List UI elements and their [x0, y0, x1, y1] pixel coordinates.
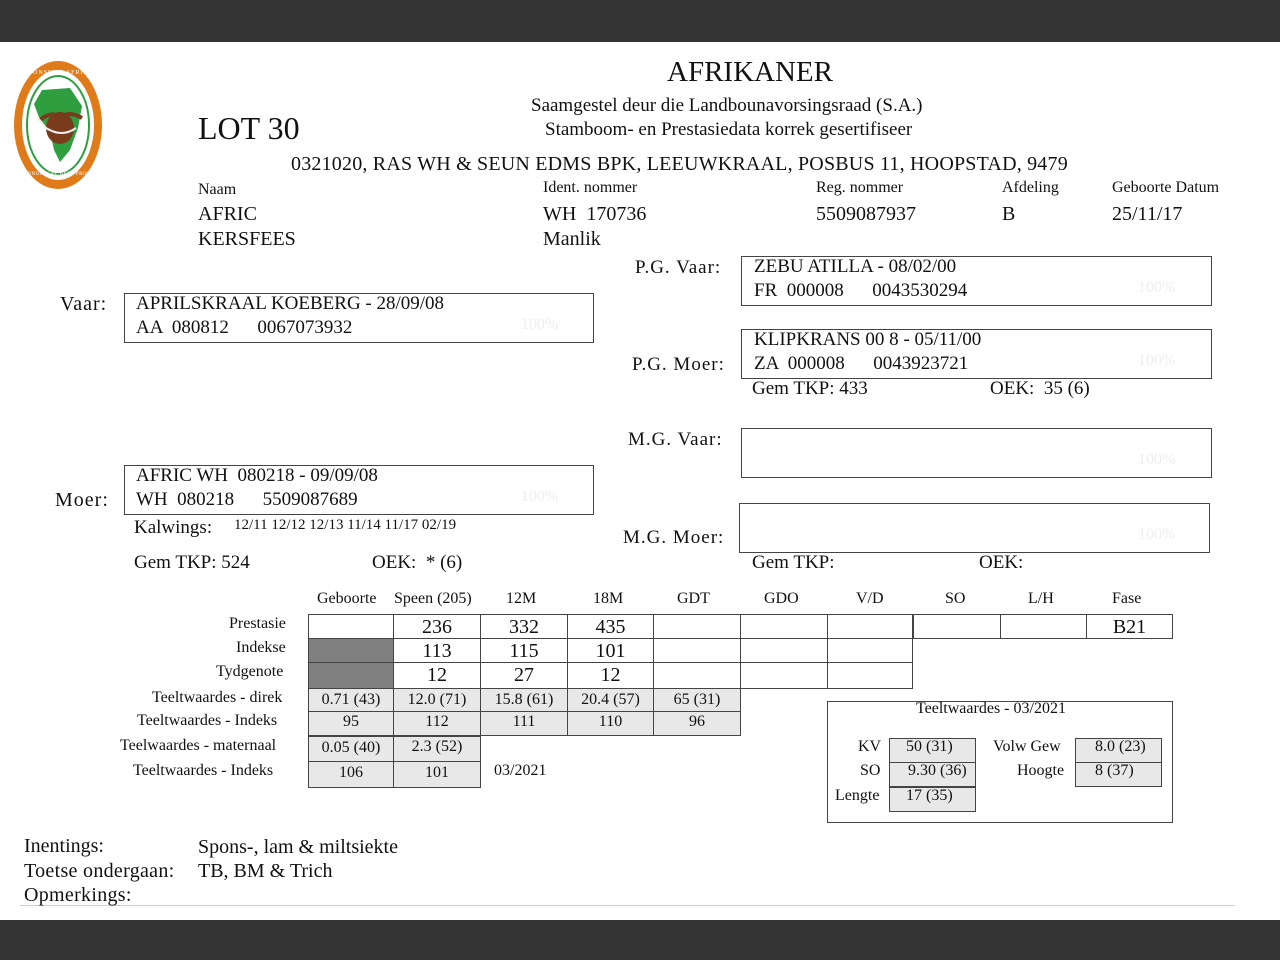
- top-bar: [0, 0, 1280, 42]
- pg-moer-line1: KLIPKRANS 00 8 - 05/11/00: [754, 329, 982, 350]
- reg-number: 5509087937: [816, 203, 916, 225]
- col-header: Fase: [1112, 590, 1142, 607]
- pg-vaar-box: [741, 256, 1212, 306]
- prestasie-18m: 435: [567, 614, 654, 639]
- moer-oek: OEK: * (6): [372, 552, 463, 573]
- mg-moer-box: [739, 503, 1210, 553]
- hoogte-label: Hoogte: [1017, 762, 1065, 779]
- mg-moer-watermark: 100%: [1138, 526, 1176, 543]
- col-header: 18M: [593, 590, 624, 607]
- so-label: SO: [860, 762, 881, 779]
- afdeling-label: Afdeling: [1002, 179, 1059, 196]
- col-header: Speen (205): [394, 590, 472, 607]
- row-label-tw-direk: Teeltwaardes - direk: [152, 689, 283, 706]
- indekse-vd: [827, 638, 913, 663]
- inentings-label: Inentings:: [24, 835, 104, 857]
- tw-mat-indeks-speen: 101: [393, 761, 481, 788]
- kv-value: 50 (31): [889, 738, 976, 763]
- bottom-bar: [0, 920, 1280, 960]
- tw-date: 03/2021: [494, 762, 547, 779]
- so-value: 9.30 (36): [889, 762, 976, 787]
- prestasie-vd: [827, 614, 913, 639]
- tw-direk-18m: 20.4 (57): [567, 688, 654, 712]
- vaar-watermark: 100%: [521, 316, 559, 333]
- kalwings-dates: 12/11 12/12 12/13 11/14 11/17 02/19: [234, 517, 457, 533]
- tw-indeks-geboorte: 95: [308, 711, 394, 736]
- prestasie-lh: [1000, 614, 1087, 639]
- bottom-rule: [20, 905, 1235, 906]
- row-label-indekse: Indekse: [236, 639, 286, 656]
- kalwings-label: Kalwings:: [134, 517, 213, 538]
- toetse-label: Toetse ondergaan:: [24, 860, 175, 882]
- tw-direk-geboorte: 0.71 (43): [308, 688, 394, 712]
- logo-text-top: BONSMET AFRIKANER: [28, 70, 110, 76]
- linear-traits-title: Teeltwaardes - 03/2021: [916, 700, 1066, 717]
- moer-watermark: 100%: [521, 488, 559, 505]
- row-label-tw-indeks: Teeltwaardes - Indeks: [137, 712, 278, 729]
- tydgenote-18m: 12: [567, 662, 654, 689]
- inentings-value: Spons-, lam & miltsiekte: [198, 836, 398, 858]
- vaar-line1: APRILSKRAAL KOEBERG - 28/09/08: [136, 293, 445, 314]
- pg-moer-box: [741, 329, 1212, 379]
- tw-maternaal-geboorte: 0.05 (40): [308, 736, 394, 762]
- tw-mat-indeks-geboorte: 106: [308, 761, 394, 788]
- row-label-tydgenote: Tydgenote: [216, 663, 284, 680]
- indekse-geboorte: [308, 638, 394, 663]
- mg-vaar-label: M.G. Vaar:: [628, 429, 723, 450]
- pg-vaar-label: P.G. Vaar:: [635, 257, 722, 278]
- tydgenote-speen: 12: [393, 662, 481, 689]
- mg-moer-label: M.G. Moer:: [623, 527, 725, 548]
- opmerkings-label: Opmerkings:: [24, 884, 132, 906]
- indekse-12m: 115: [480, 638, 568, 663]
- moer-label: Moer:: [55, 489, 109, 511]
- toetse-value: TB, BM & Trich: [198, 860, 333, 882]
- vaar-line2: AA 080812 0067073932: [136, 317, 353, 338]
- col-header: GDT: [677, 590, 710, 607]
- ident-label: Ident. nommer: [543, 179, 638, 196]
- lengte-value: 17 (35): [889, 787, 976, 812]
- tw-indeks-gdt: 96: [653, 711, 741, 736]
- geboorte-date: 25/11/17: [1112, 203, 1183, 225]
- prestasie-12m: 332: [480, 614, 568, 639]
- moer-box: [124, 465, 594, 515]
- afdeling-value: B: [1002, 203, 1016, 225]
- prestasie-so: [913, 614, 1001, 639]
- tw-direk-gdt: 65 (31): [653, 688, 741, 712]
- geboorte-label: Geboorte Datum: [1112, 179, 1220, 196]
- pg-tkp: Gem TKP: 433: [752, 378, 868, 399]
- lot-number: LOT 30: [198, 110, 300, 146]
- tw-indeks-12m: 111: [480, 711, 568, 736]
- naam-line2: KERSFEES: [198, 228, 296, 250]
- moer-line2: WH 080218 5509087689: [136, 489, 358, 510]
- prestasie-gdt: [653, 614, 741, 639]
- mg-vaar-box: [741, 428, 1212, 478]
- col-header: V/D: [856, 590, 884, 607]
- subtitle-certified: Stamboom- en Prestasiedata korrek gesertifiseer: [545, 119, 913, 140]
- naam-label: Naam: [198, 181, 237, 198]
- subtitle-compiled: Saamgestel deur die Landbounavorsingsraad (S.A.): [531, 95, 923, 116]
- mg-oek: OEK:: [979, 552, 1024, 573]
- pg-moer-label: P.G. Moer:: [632, 354, 725, 375]
- breed-logo: [12, 58, 110, 192]
- tw-maternaal-speen: 2.3 (52): [393, 736, 481, 762]
- moer-line1: AFRIC WH 080218 - 09/09/08: [136, 465, 378, 486]
- indekse-speen: 113: [393, 638, 481, 663]
- pg-vaar-line2: FR 000008 0043530294: [754, 280, 968, 301]
- prestasie-speen: 236: [393, 614, 481, 639]
- breeder-line: 0321020, RAS WH & SEUN EDMS BPK, LEEUWKRAAL, POSBUS 11, HOOPSTAD, 9479: [291, 153, 1068, 175]
- naam-line1: AFRIC: [198, 203, 257, 225]
- pg-vaar-line1: ZEBU ATILLA - 08/02/00: [754, 256, 957, 277]
- lengte-label: Lengte: [835, 787, 880, 804]
- mg-tkp: Gem TKP:: [752, 552, 835, 573]
- indekse-gdt: [653, 638, 741, 663]
- tw-direk-12m: 15.8 (61): [480, 688, 568, 712]
- pg-moer-line2: ZA 000008 0043923721: [754, 353, 969, 374]
- pg-moer-watermark: 100%: [1138, 352, 1176, 369]
- tw-direk-speen: 12.0 (71): [393, 688, 481, 712]
- tw-indeks-speen: 112: [393, 711, 481, 736]
- prestasie-gdo: [740, 614, 828, 639]
- tydgenote-gdo: [740, 662, 828, 689]
- row-label-tw-mat-indeks: Teeltwaardes - Indeks: [133, 762, 274, 779]
- indekse-gdo: [740, 638, 828, 663]
- prestasie-geboorte: [308, 614, 394, 639]
- col-header: L/H: [1028, 590, 1054, 607]
- row-label-tw-maternaal: Teelwaardes - maternaal: [120, 737, 277, 754]
- tydgenote-12m: 27: [480, 662, 568, 689]
- moer-tkp: Gem TKP: 524: [134, 552, 250, 573]
- tydgenote-geboorte: [308, 662, 394, 689]
- tw-indeks-18m: 110: [567, 711, 654, 736]
- pg-vaar-watermark: 100%: [1138, 279, 1176, 296]
- document-title: AFRIKANER: [667, 56, 833, 88]
- logo-text-bottom: ECONOMICAL BEEF PRODUCER: [20, 172, 107, 177]
- prestasie-fase: B21: [1086, 614, 1173, 639]
- col-header: Geboorte: [317, 590, 377, 607]
- mg-vaar-watermark: 100%: [1138, 451, 1176, 468]
- vaar-box: [124, 293, 594, 343]
- col-header: GDO: [764, 590, 799, 607]
- col-header: 12M: [506, 590, 537, 607]
- row-label-prestasie: Prestasie: [229, 615, 286, 632]
- volw-gew-label: Volw Gew: [993, 738, 1061, 755]
- hoogte-value: 8 (37): [1075, 762, 1162, 787]
- sex: Manlik: [543, 228, 601, 250]
- tydgenote-vd: [827, 662, 913, 689]
- pg-oek: OEK: 35 (6): [990, 378, 1090, 399]
- reg-label: Reg. nommer: [816, 179, 904, 196]
- vaar-label: Vaar:: [60, 293, 108, 315]
- indekse-18m: 101: [567, 638, 654, 663]
- volw-gew-value: 8.0 (23): [1075, 738, 1162, 763]
- ident-number: WH 170736: [543, 203, 647, 225]
- tydgenote-gdt: [653, 662, 741, 689]
- kv-label: KV: [858, 738, 882, 755]
- col-header: SO: [945, 590, 966, 607]
